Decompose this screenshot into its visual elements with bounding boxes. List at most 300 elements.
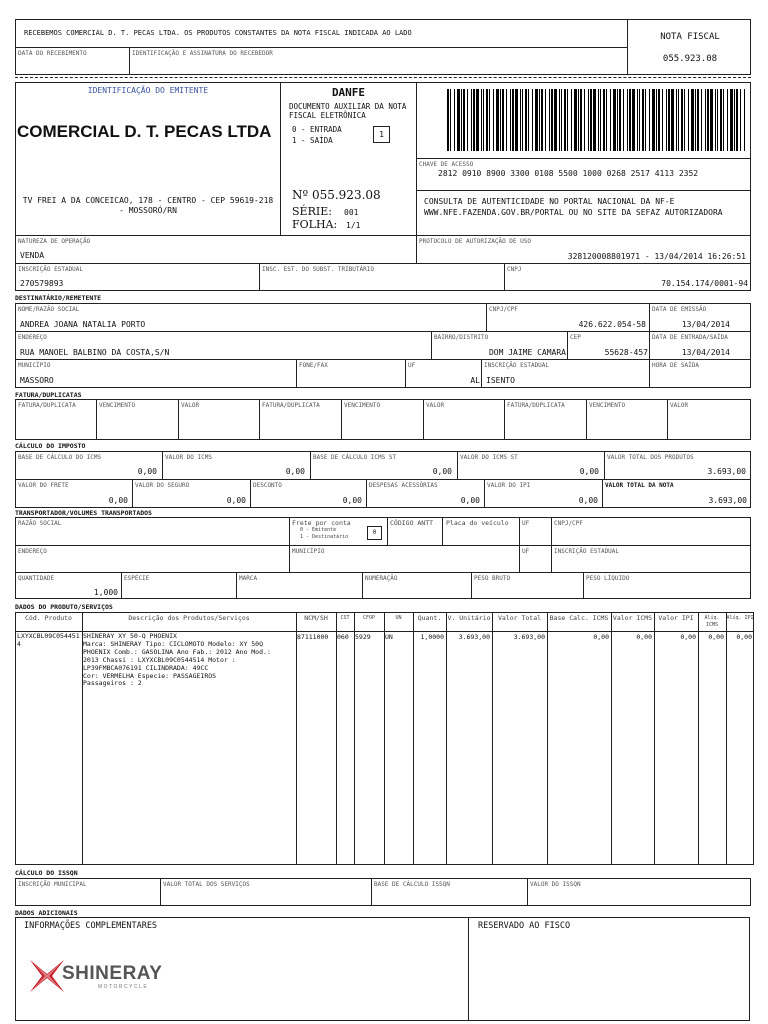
transport-section: TRANSPORTADOR/VOLUMES TRANSPORTADOS <box>15 509 152 517</box>
divider <box>259 263 260 291</box>
divider <box>387 517 388 545</box>
barcode-bar <box>571 89 572 151</box>
barcode-bar <box>697 89 699 151</box>
product-cell: 1,0000 <box>420 633 444 641</box>
divider <box>446 612 447 865</box>
divider <box>362 572 363 599</box>
recipient-cpf-label: CNPJ/CPF <box>489 306 518 313</box>
tax-value: 0,00 <box>342 496 362 505</box>
barcode-bar <box>525 89 527 151</box>
barcode-bar <box>684 89 685 151</box>
barcode-bar <box>500 89 501 151</box>
danfe-title: DANFE <box>331 86 366 99</box>
danfe-folha: 1/1 <box>346 221 361 230</box>
barcode-bar <box>574 89 577 151</box>
divider <box>250 479 251 508</box>
danfe-type-box: 1 <box>373 126 390 143</box>
emitter-name: COMERCIAL D. T. PECAS LTDA <box>17 122 272 141</box>
divider <box>649 303 650 388</box>
divider <box>129 47 130 75</box>
ie-st-label: INSC. EST. DO SUBST. TRIBUTÁRIO <box>262 266 374 273</box>
carrier-city-label: MUNICÍPIO <box>292 548 325 555</box>
barcode-bar <box>545 89 546 151</box>
access-key-label: CHAVE DE ACESSO <box>419 161 474 168</box>
carrier-uf-label: UF <box>522 520 530 527</box>
barcode-bar <box>561 89 562 151</box>
divider <box>667 399 668 440</box>
receipt-statement: RECEBEMOS COMERCIAL D. T. PECAS LTDA. OS PRODUTOS CONSTANTES DA NOTA FISCAL INDICADA AO LADO <box>24 29 412 37</box>
barcode-bar <box>528 89 529 151</box>
product-cell: 3.693,00 <box>458 633 490 641</box>
district-label: BAIRRO/DISTRITO <box>434 334 489 341</box>
divider <box>354 612 355 865</box>
barcode-bar <box>637 89 638 151</box>
divider <box>162 451 163 479</box>
transport-box <box>15 517 751 599</box>
danfe-folha-label: FOLHA: <box>292 218 338 231</box>
barcode-bar <box>584 89 585 151</box>
tax-label: VALOR DO FRETE <box>18 482 69 489</box>
divider <box>504 263 505 291</box>
divider <box>486 303 487 331</box>
barcode-bar <box>564 89 566 151</box>
product-header: Valor IPI <box>658 614 694 622</box>
invoice-cell-label: VENCIMENTO <box>99 402 136 409</box>
products-section: DADOS DO PRODUTO/SERVIÇOS <box>15 603 113 611</box>
invoice-cell-label: VALOR <box>181 402 200 409</box>
carrier-name-label: RAZÃO SOCIAL <box>18 520 62 527</box>
plate-label: Placa do veículo <box>446 519 509 527</box>
product-header: CST <box>340 615 350 621</box>
tax-label: VALOR DO ICMS ST <box>460 454 518 461</box>
barcode-bar <box>493 89 494 151</box>
divider <box>96 399 97 440</box>
product-header: Valor Total <box>497 614 542 622</box>
barcode-bar <box>740 89 741 151</box>
receipt-nf-number: 055.923.08 <box>662 54 718 64</box>
barcode-bar <box>610 89 611 151</box>
shineray-logo-sub: MOTORCYCLE <box>98 984 149 990</box>
product-header: Cód. Produto <box>25 614 72 622</box>
barcode-bar <box>567 89 568 151</box>
product-header: Quant. <box>417 614 442 622</box>
barcode-bar <box>578 89 579 151</box>
brand-label: MARCA <box>239 575 258 582</box>
barcode-bar <box>473 89 475 151</box>
barcode-bar <box>467 89 468 151</box>
danfe-serie: 001 <box>344 208 359 217</box>
divider <box>527 878 528 906</box>
barcode-bar <box>520 89 521 151</box>
barcode-bar <box>471 89 472 151</box>
city-value: MASSORO <box>20 376 54 385</box>
address-value: RUA MANOEL BALBINO DA COSTA,S/N <box>20 348 170 357</box>
recipient-section: DESTINATÁRIO/REMETENTE <box>15 294 102 302</box>
issqn-label: INSCRIÇÃO MUNICIPAL <box>18 881 87 888</box>
divider <box>586 399 587 440</box>
divider <box>604 451 605 479</box>
tax-value: 0,00 <box>460 496 480 505</box>
tax-section: CÁLCULO DO IMPOSTO <box>15 442 86 450</box>
danfe-number: Nº 055.923.08 <box>292 188 381 202</box>
invoice-cell-label: VENCIMENTO <box>589 402 626 409</box>
barcode-bar <box>593 89 596 151</box>
divider <box>413 612 414 865</box>
product-cell: 0,00 <box>680 633 696 641</box>
cnpj-label: CNPJ <box>507 266 522 273</box>
divider <box>567 331 568 359</box>
product-description: SHINERAY XY 50-Q PHOENIX Marca: SHINERAY Tipo: CICLOMOTO Modelo: XY 50Q PHOENIX Comb.: GASOLINA Ano Fab.: 2012 Ano Mod.: 2013 Chassi : LXYXCBL09C0544514 Motor : LP39FMBCA076191 CILINDRADA: 49CC Cor: VERMELHA Especie: PASSAGEIROS Passageiros : 2 <box>83 632 271 688</box>
barcode-bar <box>447 89 449 151</box>
access-consult: CONSULTA DE AUTENTICIDADE NO PORTAL NACIONAL DA NF-E WWW.NFE.FAZENDA.GOV.BR/PORTAL OU NO SITE DA SEFAZ AUTORIZADORA <box>424 197 723 217</box>
barcode-bar <box>580 89 582 151</box>
tax-value: 0,00 <box>432 467 452 476</box>
recipient-cpf: 426.622.054-58 <box>578 320 646 329</box>
barcode-bar <box>486 89 488 151</box>
barcode-bar <box>590 89 592 151</box>
divider <box>519 517 520 572</box>
tax-value: 3.693,00 <box>707 467 746 476</box>
barcode-bar <box>588 89 589 151</box>
carrier-uf2-label: UF <box>522 548 530 555</box>
product-header: UN <box>395 615 402 621</box>
recipient-ie: ISENTO <box>486 376 515 385</box>
entry-value: 13/04/2014 <box>681 348 730 357</box>
divider <box>611 612 612 865</box>
barcode-bar <box>688 89 689 151</box>
barcode-bar <box>541 89 543 151</box>
divider <box>457 451 458 479</box>
invoice-cell-label: VALOR <box>670 402 689 409</box>
invoice-cell-label: FATURA/DUPLICATA <box>18 402 76 409</box>
divider <box>431 331 432 359</box>
barcode-bar <box>617 89 618 151</box>
barcode-bar <box>645 89 646 151</box>
freight-option-1: 1 - Destinatário <box>300 534 349 540</box>
divider <box>654 612 655 865</box>
emission-value: 13/04/2014 <box>681 320 730 329</box>
barcode-bar <box>483 89 484 151</box>
nature-value: VENDA <box>20 251 45 260</box>
barcode-bar <box>691 89 694 151</box>
divider <box>15 47 628 48</box>
additional-section: DADOS ADICIONAIS <box>15 909 78 917</box>
barcode-bar <box>715 89 716 151</box>
barcode-bar <box>603 89 605 151</box>
barcode-bar <box>629 89 631 151</box>
protocol-label: PROTOCOLO DE AUTORIZAÇÃO DE USO <box>419 238 531 245</box>
barcode-bar <box>606 89 607 151</box>
carrier-cnpj-label: CNPJ/CPF <box>554 520 583 527</box>
tax-label: DESCONTO <box>253 482 282 489</box>
barcode-bar <box>658 89 660 151</box>
barcode-bar <box>489 89 490 151</box>
barcode-bar <box>723 89 724 151</box>
product-cell: LXYXCBL09C0544514 <box>17 632 80 648</box>
divider <box>132 479 133 508</box>
nature-label: NATUREZA DE OPERAÇÃO <box>18 238 91 245</box>
invoice-cell-label: FATURA/DUPLICATA <box>507 402 565 409</box>
barcode-bar <box>532 89 533 151</box>
tax-value: 0,00 <box>285 467 305 476</box>
tax-value: 0,00 <box>579 467 599 476</box>
barcode-bar <box>551 89 553 151</box>
receipt-signature-label: IDENTIFICAÇÃO E ASSINATURA DO RECEBEDOR <box>132 50 273 57</box>
species-label: ESPÉCIE <box>124 575 150 582</box>
divider <box>481 359 482 388</box>
barcode-bar <box>705 89 706 151</box>
product-header: V. Unitário <box>447 614 491 622</box>
barcode-bar <box>496 89 499 151</box>
barcode-bar <box>450 89 451 151</box>
issqn-label: BASE DE CÁLCULO ISSQN <box>374 881 450 888</box>
barcode-bar <box>720 89 722 151</box>
net-weight-label: PESO LÍQUIDO <box>586 575 630 582</box>
issqn-section: CÁLCULO DO ISSQN <box>15 869 78 877</box>
freight-label: Frete por conta <box>292 519 351 527</box>
divider <box>492 612 493 865</box>
product-cell: 0,00 <box>708 633 724 641</box>
product-cell: 0,00 <box>636 633 652 641</box>
freight-option-0: 0 - Emitente <box>300 527 337 533</box>
district-value: DOM JAIME CAMARA <box>488 348 566 357</box>
barcode-bar <box>642 89 644 151</box>
barcode-bar <box>649 89 650 151</box>
barcode-bar <box>707 89 709 151</box>
divider <box>15 545 751 546</box>
divider <box>15 359 751 360</box>
cep-value: 55628-457 <box>604 348 648 357</box>
divider <box>15 331 751 332</box>
barcode-bar <box>730 89 733 151</box>
invoice-cell-label: FATURA/DUPLICATA <box>262 402 320 409</box>
invoice-cell-label: VALOR <box>426 402 445 409</box>
product-cell: 3.693,00 <box>513 633 545 641</box>
recipient-ie-label: INSCRIÇÃO ESTADUAL <box>484 362 550 369</box>
reserved-label: RESERVADO AO FISCO <box>478 921 571 931</box>
issqn-label: VALOR TOTAL DOS SERVIÇOS <box>163 881 250 888</box>
barcode-bar <box>701 89 702 151</box>
divider <box>121 572 122 599</box>
barcode-bar <box>515 89 518 151</box>
city-label: MUNICÍPIO <box>18 362 51 369</box>
divider <box>416 235 417 264</box>
product-cell: 0,00 <box>593 633 609 641</box>
barcode-bar <box>678 89 679 151</box>
tax-value: 0,00 <box>226 496 246 505</box>
quantity-value: 1,000 <box>93 588 118 597</box>
barcode-bar <box>710 89 713 151</box>
freight-value-box: 0 <box>367 526 382 540</box>
shineray-logo-text: SHINERAY <box>62 963 163 984</box>
divider <box>484 479 485 508</box>
uf-value: AL <box>470 376 480 385</box>
ie-value: 270579893 <box>20 279 64 288</box>
cnpj-value: 70.154.174/0001-94 <box>661 279 748 288</box>
cep-label: CEP <box>570 334 581 341</box>
divider <box>405 359 406 388</box>
barcode-bar <box>559 89 560 151</box>
divider <box>178 399 179 440</box>
divider <box>416 158 751 159</box>
product-header: Descrição dos Produtos/Serviços <box>128 614 250 622</box>
uf-label: UF <box>408 362 416 369</box>
barcode-bar <box>461 89 462 151</box>
divider <box>698 612 699 865</box>
tax-value: 0,00 <box>578 496 598 505</box>
barcode-bar <box>522 89 523 151</box>
barcode-bar <box>598 89 599 151</box>
protocol-value: 328120008801971 - 13/04/2014 16:26:51 <box>567 252 746 261</box>
tax-value: 3.693,00 <box>708 496 747 505</box>
barcode-bar <box>666 89 667 151</box>
reserved-box <box>468 917 750 1021</box>
quantity-label: QUANTIDADE <box>18 575 55 582</box>
barcode-bar <box>668 89 670 151</box>
barcode-bar <box>639 89 640 151</box>
divider <box>504 399 505 440</box>
divider <box>160 878 161 906</box>
barcode-bar <box>656 89 657 151</box>
product-header: NCM/SH <box>304 614 328 622</box>
barcode-bar <box>717 89 718 151</box>
barcode-bar <box>539 89 540 151</box>
issqn-label: VALOR DO ISSQN <box>530 881 581 888</box>
barcode-bar <box>535 89 538 151</box>
danfe-saida: 1 - SAÍDA <box>292 136 333 145</box>
barcode-bar <box>632 89 635 151</box>
divider <box>547 612 548 865</box>
divider <box>296 359 297 388</box>
barcode-bar <box>457 89 460 151</box>
product-cell: UN <box>385 633 393 641</box>
barcode-bar <box>600 89 601 151</box>
divider <box>423 399 424 440</box>
emitter-address: TV FREI A DA CONCEICAO, 178 - CENTRO - CEP 59619-218 - MOSSORÓ/RN <box>22 196 274 215</box>
time-label: HORA DE SAÍDA <box>652 362 699 369</box>
barcode-bar <box>736 89 738 151</box>
barcode-bar <box>727 89 728 151</box>
recipient-box <box>15 303 751 388</box>
tax-label: VALOR DO IPI <box>487 482 531 489</box>
receipt-date-label: DATA DO RECEBIMENTO <box>18 50 87 57</box>
tax-label: DESPESAS ACESSÓRIAS <box>369 482 438 489</box>
divider <box>551 517 552 572</box>
divider <box>442 517 443 545</box>
tax-label: BASE DE CÁLCULO ICMS ST <box>313 454 397 461</box>
barcode-bar <box>676 89 677 151</box>
recipient-name: ANDREA JOANA NATALIA PORTO <box>20 320 146 329</box>
divider <box>259 399 260 440</box>
tax-label: VALOR TOTAL DOS PRODUTOS <box>607 454 694 461</box>
barcode-bar <box>549 89 550 151</box>
barcode-bar <box>671 89 674 151</box>
tax-value: 0,00 <box>137 467 157 476</box>
access-key: 2812 0910 8900 3300 0108 5500 1000 0268 2517 4113 2352 <box>438 169 699 178</box>
emitter-section-label: IDENTIFICAÇÃO DO EMITENTE <box>87 86 209 95</box>
entry-label: DATA DE ENTRADA/SAÍDA <box>652 334 728 341</box>
barcode-bar <box>744 89 745 151</box>
danfe-entrada: 0 - ENTRADA <box>292 125 342 134</box>
barcode-bar <box>613 89 616 151</box>
carrier-ie-label: INSCRIÇÃO ESTADUAL <box>554 548 620 555</box>
divider <box>583 572 584 599</box>
barcode-bar <box>506 89 507 151</box>
barcode-bar <box>476 89 479 151</box>
divider <box>366 479 367 508</box>
numbering-label: NUMERAÇÃO <box>365 575 398 582</box>
divider <box>471 572 472 599</box>
invoice-section: FATURA/DUPLICATAS <box>15 391 82 399</box>
product-header: CFOP <box>362 615 376 621</box>
divider <box>371 878 372 906</box>
receipt-nf-title: NOTA FISCAL <box>660 32 720 42</box>
product-header: Valor ICMS <box>612 614 653 622</box>
product-cell: 87111000 <box>297 633 329 641</box>
danfe-serie-label: SÉRIE: <box>292 205 332 218</box>
invoice-cell-label: VENCIMENTO <box>344 402 381 409</box>
divider <box>236 572 237 599</box>
product-header: Base Calc. ICMS <box>549 614 609 622</box>
emission-label: DATA DE EMISSÃO <box>652 306 707 313</box>
gross-weight-label: PESO BRUTO <box>474 575 511 582</box>
tax-label: BASE DE CÁLCULO DO ICMS <box>18 454 102 461</box>
barcode-bar <box>627 89 628 151</box>
barcode-bar <box>502 89 504 151</box>
divider <box>296 612 297 865</box>
product-cell: 5929 <box>355 633 371 641</box>
address-label: ENDEREÇO <box>18 334 47 341</box>
divider <box>341 399 342 440</box>
carrier-address-label: ENDEREÇO <box>18 548 47 555</box>
tax-value: 0,00 <box>108 496 128 505</box>
divider <box>602 479 603 508</box>
cut-line <box>15 77 751 78</box>
barcode-bar <box>652 89 655 151</box>
recipient-name-label: NOME/RAZÃO SOCIAL <box>18 306 80 313</box>
divider <box>336 612 337 865</box>
barcode-bar <box>512 89 514 151</box>
barcode-bar <box>623 89 624 151</box>
barcode <box>447 89 747 151</box>
barcode-bar <box>619 89 621 151</box>
barcode-bar <box>454 89 455 151</box>
antt-label: CÓDIGO ANTT <box>390 519 434 527</box>
product-cell: 0,00 <box>736 633 752 641</box>
tax-label: VALOR DO SEGURO <box>135 482 190 489</box>
divider <box>15 479 751 480</box>
barcode-bar <box>510 89 511 151</box>
phone-label: FONE/FAX <box>299 362 328 369</box>
product-header: Alíq. ICMS <box>704 615 720 628</box>
barcode-bar <box>662 89 663 151</box>
ie-label: INSCRIÇÃO ESTADUAL <box>18 266 84 273</box>
shineray-logo-mark <box>30 960 64 992</box>
barcode-bar <box>695 89 696 151</box>
divider <box>416 190 751 191</box>
tax-label: VALOR TOTAL DA NOTA <box>605 482 674 489</box>
product-header: Alíq. IPI <box>726 615 754 621</box>
product-cell: 060 <box>337 633 349 641</box>
divider <box>384 612 385 865</box>
divider <box>82 612 83 865</box>
divider <box>15 572 751 573</box>
divider <box>310 451 311 479</box>
barcode-bar <box>681 89 683 151</box>
tax-label: VALOR DO ICMS <box>165 454 212 461</box>
divider <box>726 612 727 865</box>
danfe-subtitle: DOCUMENTO AUXILIAR DA NOTA FISCAL ELETRÔNICA <box>289 102 407 120</box>
